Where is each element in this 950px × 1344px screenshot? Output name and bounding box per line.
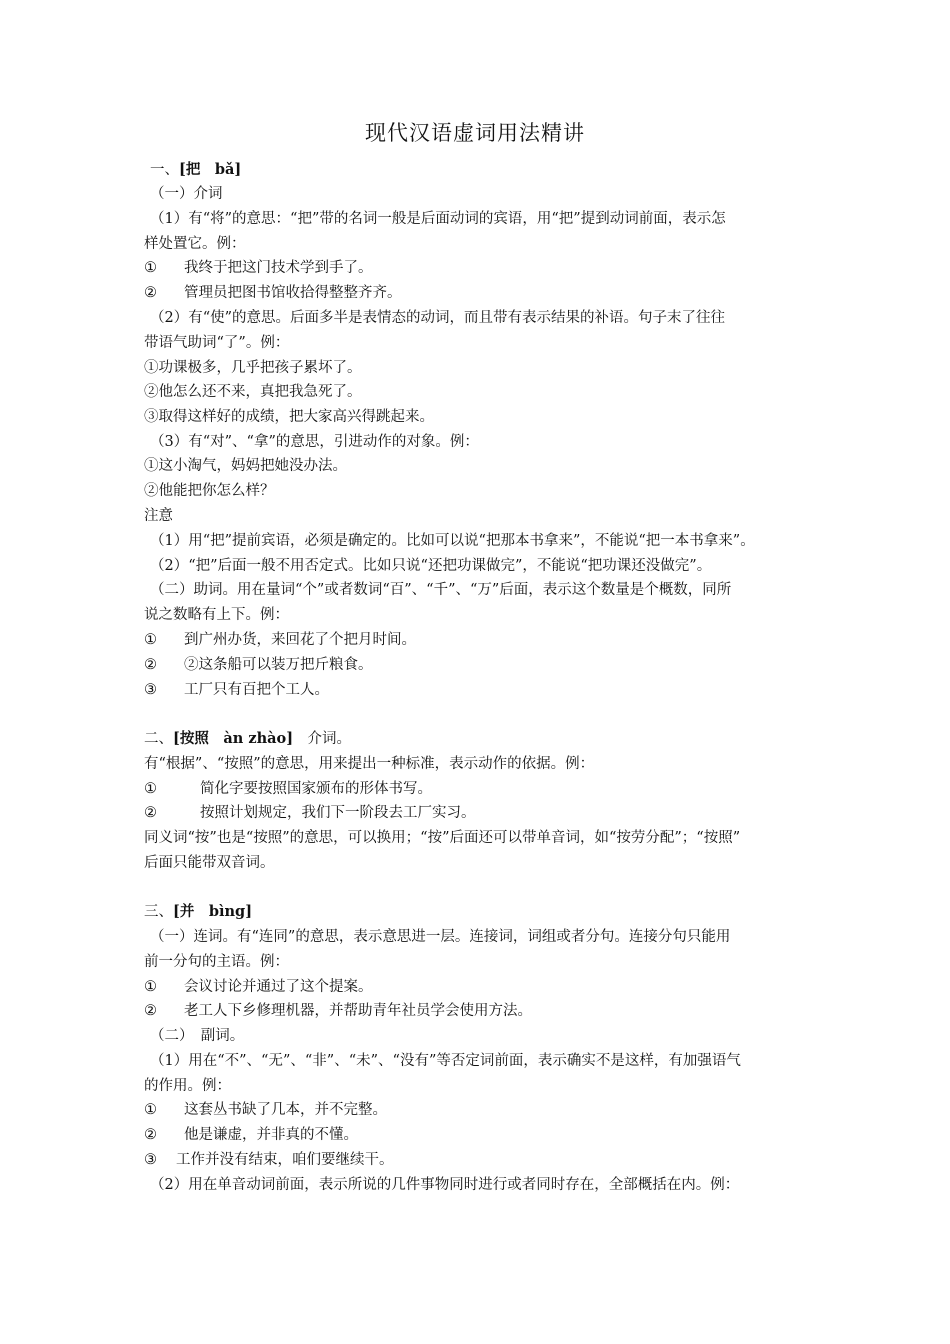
example-number: ② <box>144 657 157 673</box>
section-term: [并 bìng] <box>173 903 253 920</box>
example-text: 按照计划规定，我们下一阶段去工厂实习。 <box>200 805 476 821</box>
example-text: 管理员把图书馆收拾得整整齐齐。 <box>184 285 402 301</box>
example-text: ②这条船可以装万把斤粮食。 <box>184 657 373 673</box>
example-text: 我终于把这门技术学到手了。 <box>184 260 373 276</box>
page-title: 现代汉语虚词用法精讲 <box>365 121 585 145</box>
example-number: ① <box>144 632 157 648</box>
example-number: ③ <box>144 682 157 698</box>
section-number: 一、 <box>150 162 179 178</box>
text-line: （2）“把”后面一般不用否定式。比如只说“还把功课做完”，不能说“把功课还没做完”。 <box>150 558 712 574</box>
example-text: 老工人下乡修理机器，并帮助青年社员学会使用方法。 <box>184 1003 532 1019</box>
example-number: ① <box>144 781 157 797</box>
example-number: ① <box>144 1102 157 1118</box>
text-line: （1）有“将”的意思：“把”带的名词一般是后面动词的宾语，用“把”提到动词前面，表示怎 <box>150 211 726 227</box>
text-line: （3）有“对”、“拿”的意思，引进动作的对象。例： <box>150 434 479 450</box>
example-text: 这套丛书缺了几本，并不完整。 <box>184 1102 387 1118</box>
text-line: 的作用。例： <box>144 1078 231 1094</box>
section-number: 三、 <box>144 904 173 920</box>
example-item <box>144 258 814 278</box>
section-term: [按照 àn zhào] <box>173 730 294 747</box>
example-item <box>144 977 814 997</box>
example-item <box>144 1001 814 1021</box>
example-item <box>144 1125 814 1145</box>
section-heading <box>144 902 814 922</box>
example-item <box>144 779 814 799</box>
text-line: （2）有“使”的意思。后面多半是表情态的动词，而且带有表示结果的补语。句子末了往往 <box>150 310 726 326</box>
text-line: 带语气助词“了”。例： <box>144 335 290 351</box>
text-line: （一）介词 <box>150 186 223 202</box>
section-note: 介词。 <box>293 731 352 747</box>
text-line: （二） 副词。 <box>150 1028 245 1044</box>
text-line: （1）用“把”提前宾语，必须是确定的。比如可以说“把那本书拿来”，不能说“把一本书拿来”。 <box>150 533 755 549</box>
text-line: 注意 <box>144 508 173 524</box>
text-line: ①功课极多，几乎把孩子累坏了。 <box>144 360 362 376</box>
text-line: ②他怎么还不来，真把我急死了。 <box>144 384 362 400</box>
section-heading <box>144 729 814 749</box>
example-number: ① <box>144 979 157 995</box>
example-item <box>144 680 814 700</box>
example-number: ② <box>144 1003 157 1019</box>
text-line: 有“根据”、“按照”的意思，用来提出一种标准，表示动作的依据。例： <box>144 756 595 772</box>
example-number: ② <box>144 805 157 821</box>
text-line: （二）助词。用在量词“个”或者数词“百”、“千”、“万”后面，表示这个数量是个概数，同所 <box>150 582 732 598</box>
text-line: ①这小淘气，妈妈把她没办法。 <box>144 458 347 474</box>
section-term: [把 bǎ] <box>179 161 242 178</box>
example-number: ② <box>144 285 157 301</box>
text-line: ③取得这样好的成绩，把大家高兴得跳起来。 <box>144 409 434 425</box>
example-text: 简化字要按照国家颁布的形体书写。 <box>200 781 432 797</box>
text-line: （2）用在单音动词前面，表示所说的几件事物同时进行或者同时存在，全部概括在内。例： <box>150 1177 740 1193</box>
example-number: ② <box>144 1127 157 1143</box>
example-text: 到广州办货，来回花了个把月时间。 <box>184 632 416 648</box>
section-number: 二、 <box>144 731 173 747</box>
example-item <box>144 655 814 675</box>
text-line: （1）用在“不”、“无”、“非”、“未”、“没有”等否定词前面，表示确实不是这样，有加强语气 <box>150 1053 741 1069</box>
example-text: 他是谦虚，并非真的不懂。 <box>184 1127 358 1143</box>
example-item <box>144 1100 814 1120</box>
example-number: ③ <box>144 1152 157 1168</box>
text-line: 说之数略有上下。例： <box>144 607 289 623</box>
example-item <box>144 1150 814 1170</box>
example-number: ① <box>144 260 157 276</box>
text-line: （一）连词。有“连同”的意思，表示意思进一层。连接词，词组或者分句。连接分句只能用 <box>150 929 731 945</box>
example-item <box>144 630 814 650</box>
text-line: 前一分句的主语。例： <box>144 954 289 970</box>
example-item <box>144 803 814 823</box>
text-line: 样处置它。例： <box>144 236 246 252</box>
example-item <box>144 283 814 303</box>
example-text: 会议讨论并通过了这个提案。 <box>184 979 373 995</box>
text-line: ②他能把你怎么样？ <box>144 483 275 499</box>
text-line: 后面只能带双音词。 <box>144 855 275 871</box>
section-heading <box>150 160 820 180</box>
example-text: 工厂只有百把个工人。 <box>184 682 329 698</box>
example-text: 工作并没有结束，咱们要继续干。 <box>176 1152 394 1168</box>
text-line: 同义词“按”也是“按照”的意思，可以换用；“按”后面还可以带单音词，如“按劳分配”；“按照” <box>144 830 741 846</box>
